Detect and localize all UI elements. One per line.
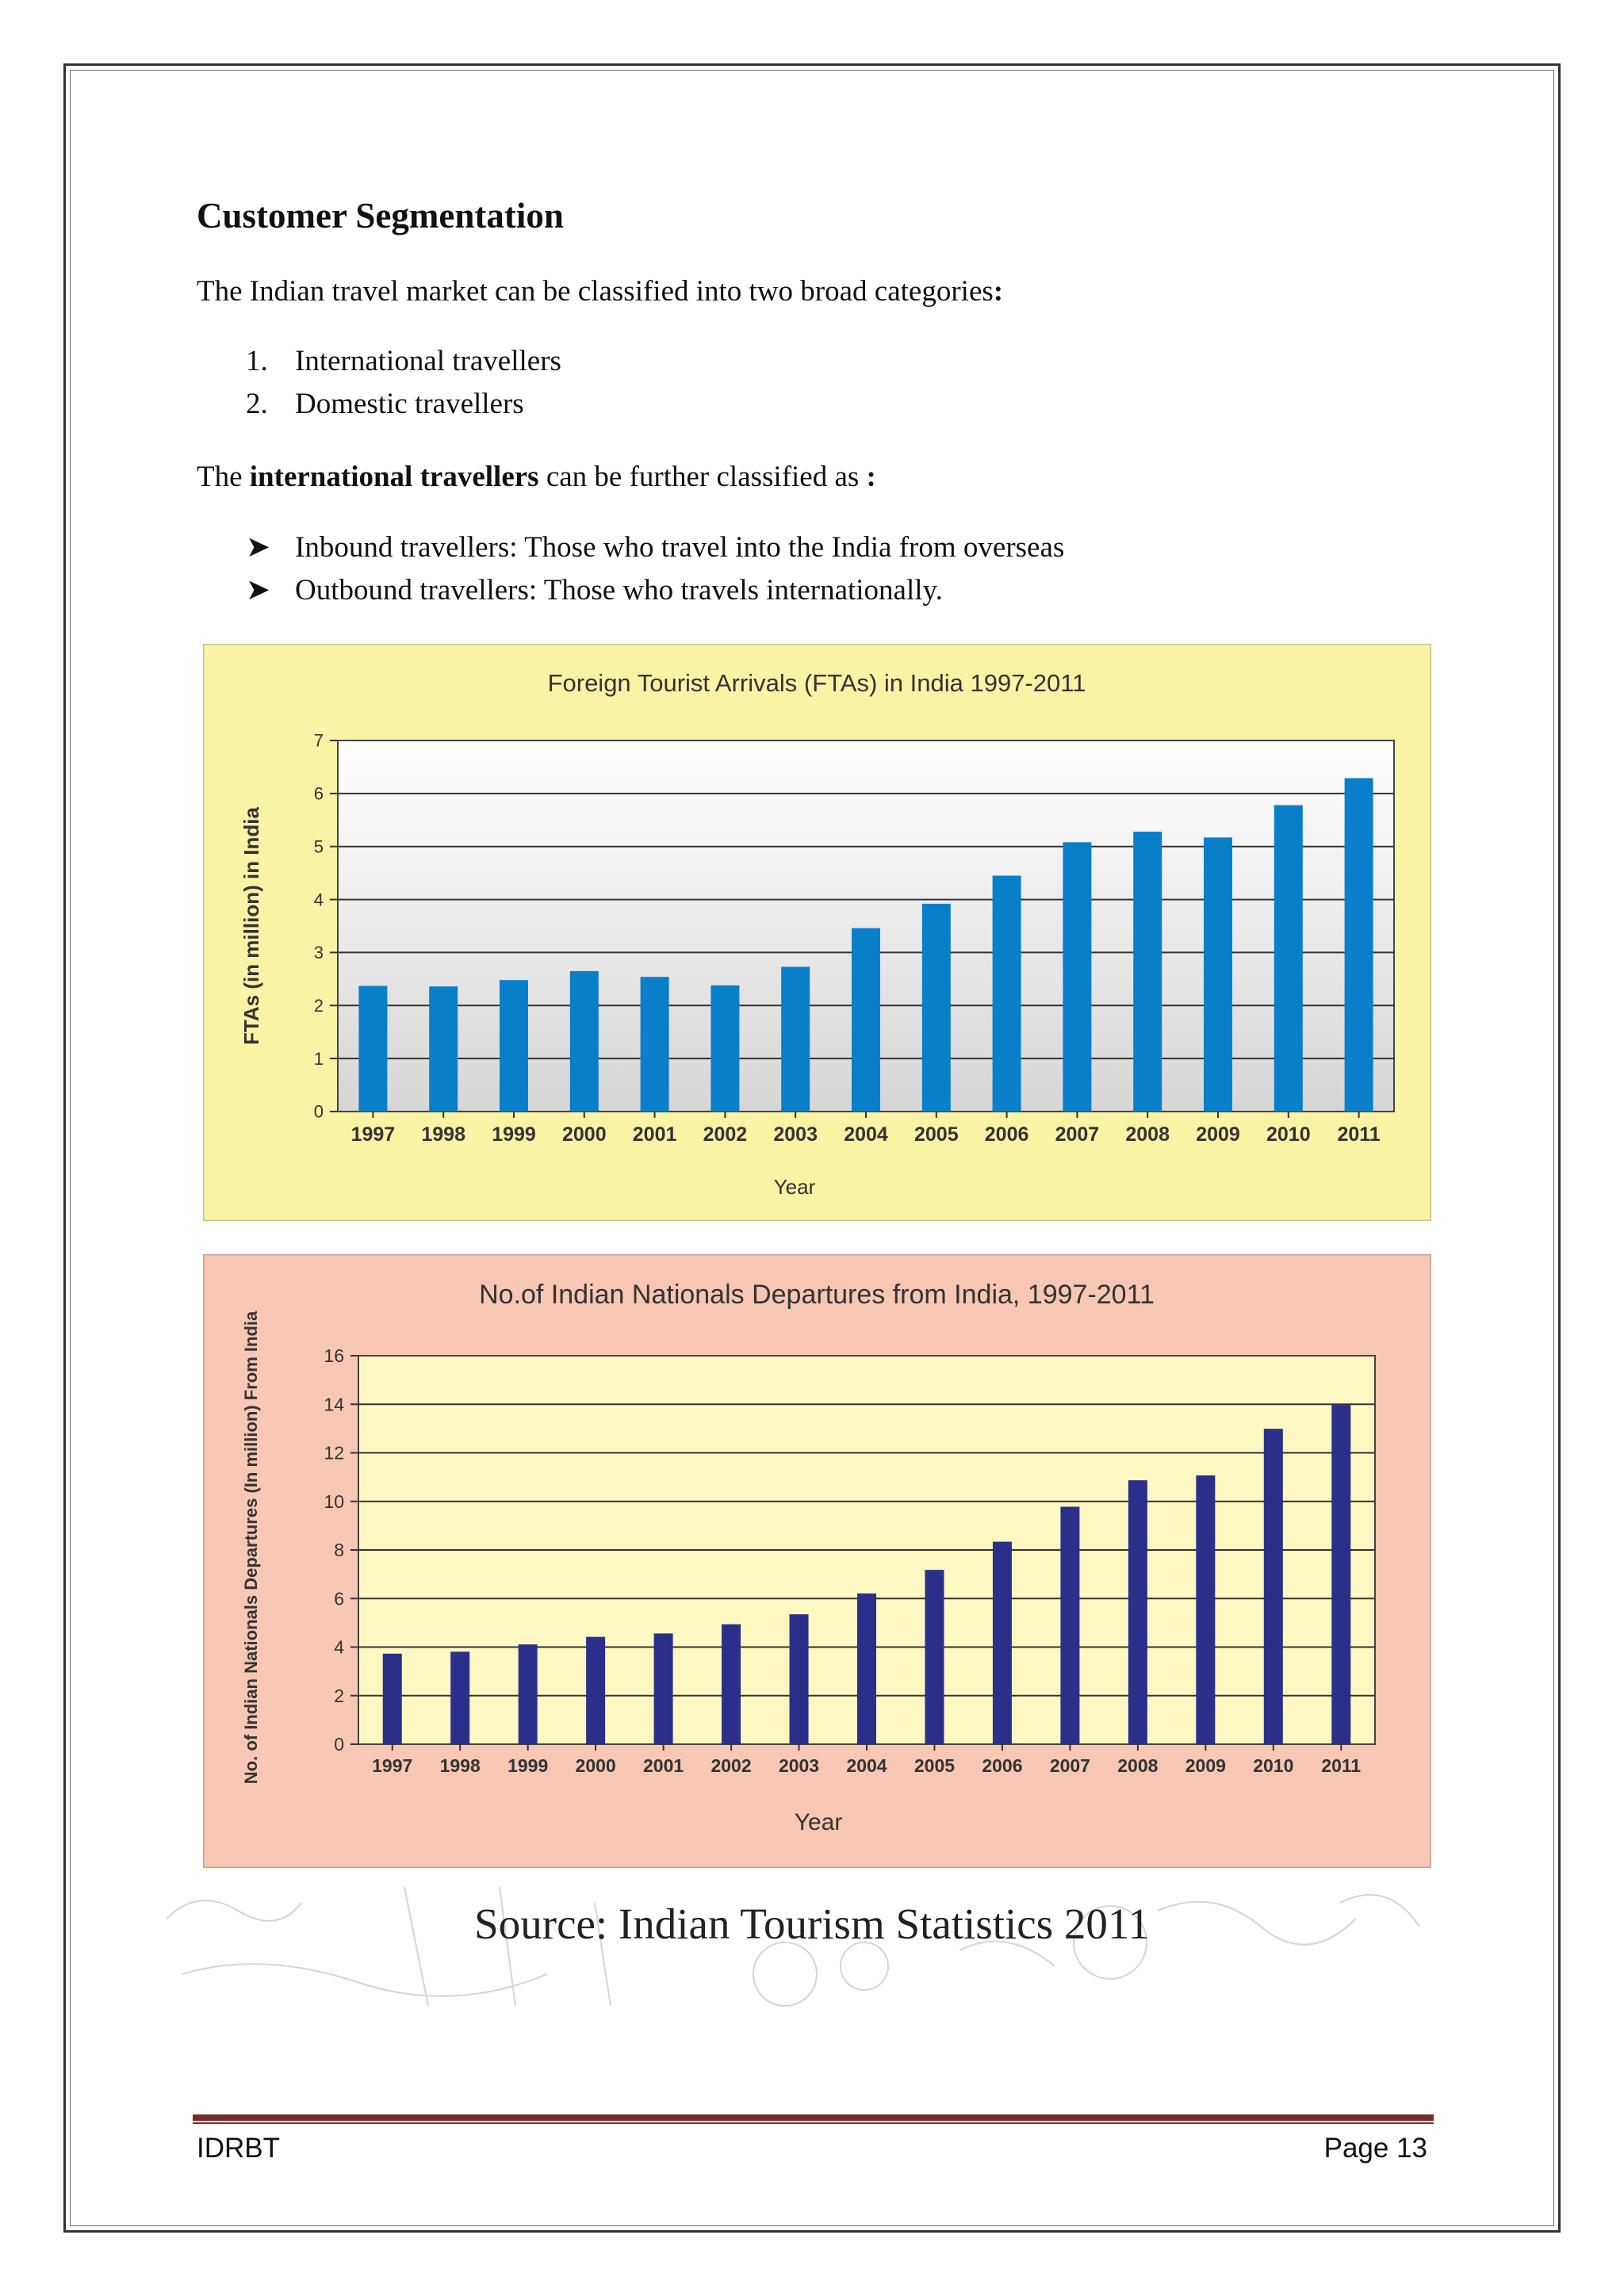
- bar-2011: [1345, 778, 1373, 1112]
- bar-2003: [781, 966, 810, 1112]
- bar-2011: [1331, 1405, 1350, 1744]
- list-item: [246, 387, 524, 421]
- x-tick-label: 1998: [421, 1123, 466, 1146]
- y-tick-label: 4: [313, 890, 324, 910]
- list-number: 1.: [246, 345, 268, 377]
- intro-colon: :: [993, 275, 1004, 308]
- y-tick-label: 12: [324, 1442, 344, 1464]
- bar-2008: [1133, 832, 1162, 1112]
- footer-page-number: Page 13: [1323, 2133, 1427, 2164]
- bar-2000: [570, 971, 599, 1112]
- x-tick-label: 2011: [1321, 1755, 1362, 1776]
- bar-2005: [922, 904, 951, 1112]
- list-number: 2.: [246, 388, 268, 420]
- intl-prefix: The: [197, 461, 250, 493]
- bar-2006: [993, 1542, 1012, 1744]
- bar-2007: [1060, 1506, 1079, 1744]
- x-tick-label: 2004: [846, 1755, 887, 1776]
- source-caption: Source: Indian Tourism Statistics 2011: [474, 1900, 1150, 1948]
- bar-1999: [519, 1644, 538, 1744]
- departures-chart: [203, 1254, 1431, 1868]
- bar-1997: [358, 986, 387, 1112]
- list-item: [246, 344, 561, 378]
- x-tick-label: 2000: [561, 1123, 607, 1146]
- fta-chart-svg: [203, 644, 1431, 1221]
- footer-rule: [193, 2114, 1434, 2121]
- bullet-item: [246, 530, 1064, 564]
- y-tick-label: 2: [334, 1685, 344, 1706]
- y-tick-label: 6: [313, 783, 324, 804]
- departures-chart-svg: [203, 1254, 1431, 1868]
- x-tick-label: 1997: [350, 1123, 396, 1146]
- y-tick-label: 4: [334, 1636, 344, 1658]
- bar-2005: [925, 1570, 944, 1744]
- x-tick-label: 2001: [643, 1755, 684, 1776]
- x-tick-label: 2004: [844, 1123, 888, 1146]
- intl-paragraph: [197, 460, 876, 494]
- bar-1997: [383, 1654, 402, 1744]
- y-tick-label: 0: [334, 1734, 344, 1755]
- bar-2003: [790, 1614, 809, 1744]
- x-tick-label: 1999: [508, 1755, 549, 1776]
- intro-text: The Indian travel market can be classified into two broad categories: [197, 275, 994, 308]
- y-tick-label: 7: [313, 730, 324, 751]
- x-tick-label: 1998: [439, 1755, 481, 1776]
- list-label: International travellers: [295, 345, 561, 377]
- bar-1999: [500, 980, 528, 1112]
- x-tick-label: 2005: [914, 1755, 956, 1776]
- chart-title: No.of Indian Nationals Departures from India, 1997-2011: [479, 1280, 1155, 1310]
- x-tick-label: 2006: [984, 1123, 1029, 1146]
- arrow-bullet-icon: ➤: [246, 574, 271, 607]
- footer-rule-thin: [193, 2122, 1434, 2124]
- x-tick-label: 2007: [1049, 1755, 1090, 1776]
- bar-2001: [641, 977, 669, 1112]
- y-tick-label: 2: [313, 995, 324, 1016]
- y-axis-label: FTAs (in million) in India: [239, 807, 263, 1045]
- bullet-text: Inbound travellers: Those who travel into the India from overseas: [295, 531, 1065, 564]
- bar-1998: [429, 986, 458, 1112]
- intl-bold: international travellers: [249, 461, 539, 493]
- x-tick-label: 2007: [1055, 1123, 1100, 1146]
- x-tick-label: 2000: [575, 1755, 616, 1776]
- x-tick-label: 2010: [1266, 1123, 1311, 1146]
- x-tick-label: 2011: [1337, 1123, 1381, 1146]
- footer-org: IDRBT: [197, 2133, 280, 2164]
- x-tick-label: 2008: [1117, 1755, 1159, 1776]
- y-tick-label: 10: [324, 1490, 344, 1512]
- bar-2004: [852, 928, 880, 1112]
- fta-chart: [203, 644, 1431, 1221]
- bullet-text: Outbound travellers: Those who travels internationally.: [295, 574, 943, 607]
- list-label: Domestic travellers: [295, 388, 524, 420]
- x-tick-label: 2010: [1253, 1755, 1294, 1776]
- bar-2001: [654, 1633, 673, 1744]
- x-tick-label: 1999: [492, 1123, 536, 1146]
- x-tick-label: 1997: [372, 1755, 413, 1776]
- x-tick-label: 2009: [1185, 1755, 1226, 1776]
- x-tick-label: 2003: [778, 1755, 820, 1776]
- intl-suffix: can be further classified as: [538, 461, 867, 493]
- x-tick-label: 2001: [632, 1123, 677, 1146]
- bar-2000: [586, 1637, 605, 1744]
- x-axis-label: Year: [794, 1809, 843, 1835]
- intro-paragraph: [197, 274, 1003, 308]
- y-tick-label: 5: [313, 836, 324, 857]
- y-tick-label: 0: [313, 1101, 324, 1122]
- bar-2002: [722, 1624, 741, 1744]
- chart-title: Foreign Tourist Arrivals (FTAs) in India 1997-2011: [547, 669, 1086, 697]
- y-tick-label: 14: [324, 1394, 344, 1415]
- y-tick-label: 1: [313, 1048, 324, 1069]
- bar-2002: [710, 985, 739, 1112]
- bar-2007: [1063, 842, 1091, 1112]
- bar-2010: [1264, 1429, 1283, 1744]
- x-tick-label: 2009: [1196, 1123, 1240, 1146]
- y-tick-label: 6: [334, 1588, 344, 1609]
- bar-2004: [857, 1594, 876, 1744]
- section-heading: Customer Segmentation: [197, 196, 564, 235]
- bar-2009: [1204, 837, 1232, 1112]
- x-axis-label: Year: [773, 1175, 816, 1199]
- bar-2010: [1274, 806, 1303, 1112]
- x-tick-label: 2006: [982, 1755, 1023, 1776]
- bar-1998: [450, 1651, 469, 1744]
- bar-2009: [1196, 1475, 1215, 1744]
- intl-colon: :: [866, 461, 876, 493]
- bar-2008: [1128, 1480, 1147, 1744]
- bullet-item: [246, 572, 943, 607]
- y-tick-label: 16: [324, 1345, 344, 1367]
- x-tick-label: 2008: [1125, 1123, 1170, 1146]
- x-tick-label: 2003: [773, 1123, 818, 1146]
- y-axis-label: No. of Indian Nationals Departures (In million) From India: [241, 1311, 261, 1785]
- y-tick-label: 3: [313, 943, 324, 963]
- x-tick-label: 2002: [710, 1755, 752, 1776]
- x-tick-label: 2005: [914, 1123, 959, 1146]
- arrow-bullet-icon: ➤: [246, 531, 271, 564]
- y-tick-label: 8: [334, 1540, 344, 1561]
- x-tick-label: 2002: [703, 1123, 748, 1146]
- bar-2006: [993, 875, 1021, 1112]
